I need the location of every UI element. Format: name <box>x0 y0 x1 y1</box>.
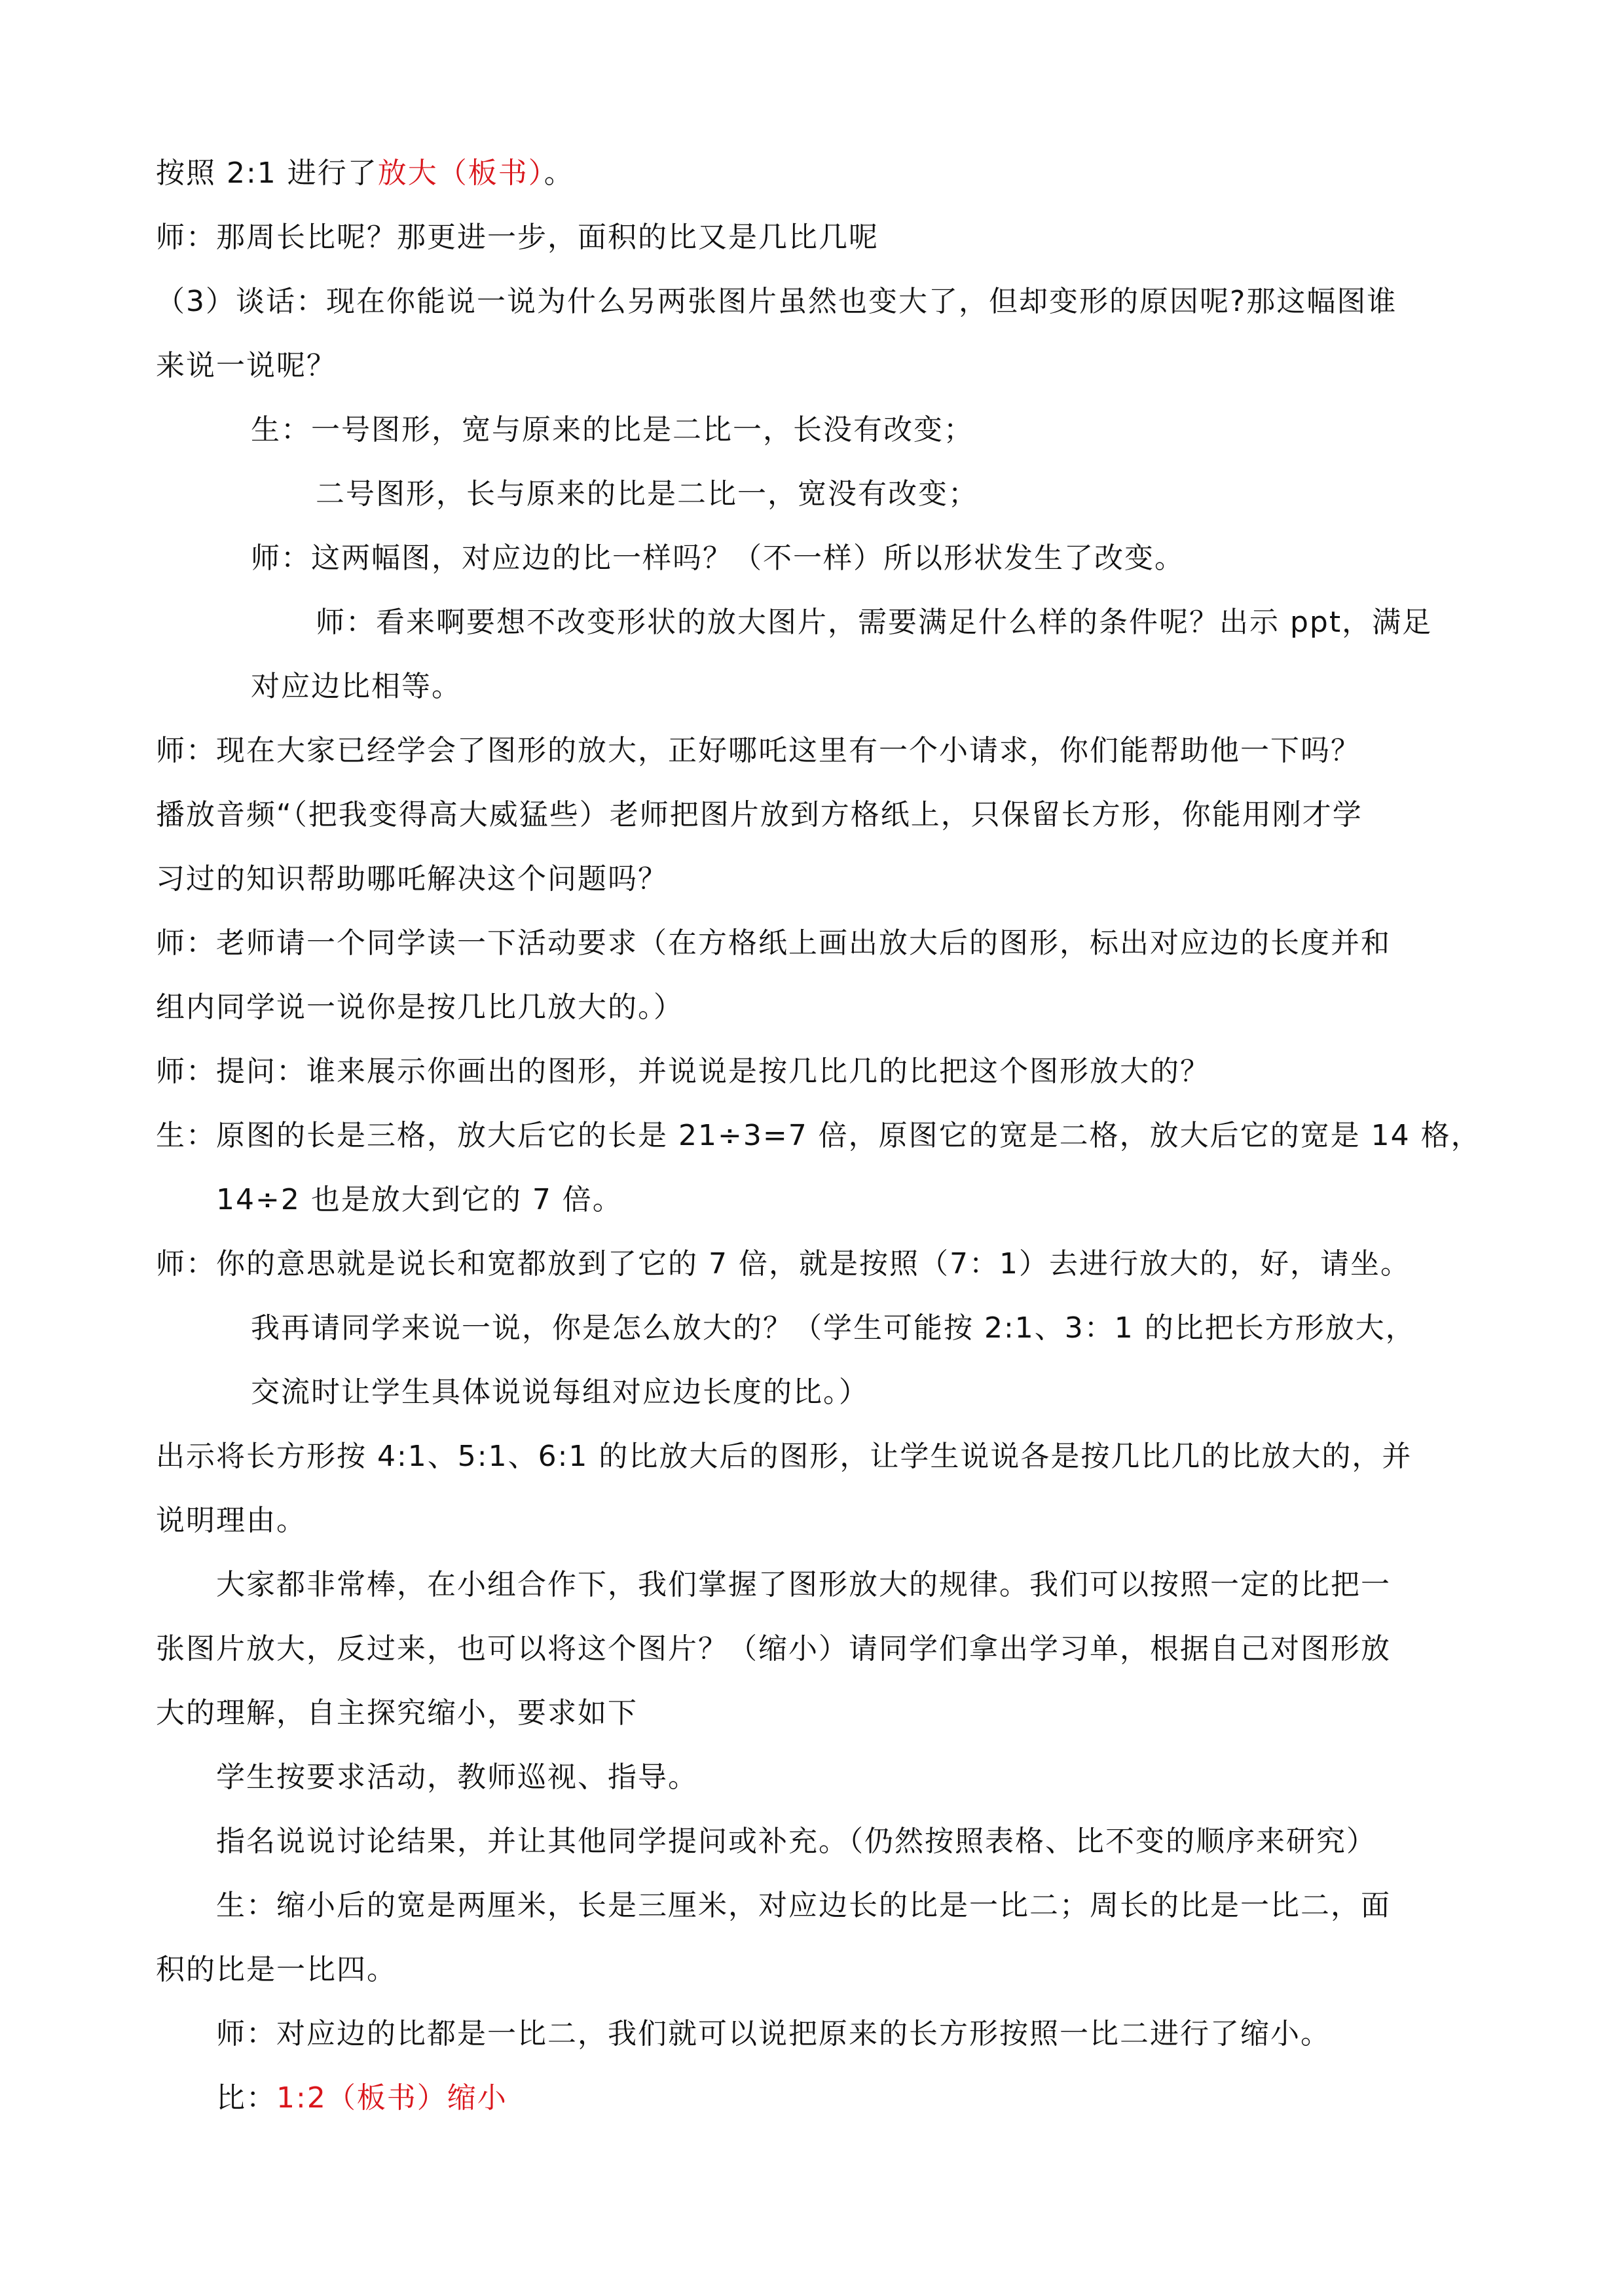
text-line-28: 生：缩小后的宽是两厘米，长是三厘米，对应边长的比是一比二；周长的比是一比二，面 <box>216 1889 1391 1922</box>
text-line-30: 师：对应边的比都是一比二，我们就可以说把原来的长方形按照一比二进行了缩小。 <box>216 2017 1331 2050</box>
text-line-7: 师：这两幅图，对应边的比一样吗？（不一样）所以形状发生了改变。 <box>251 541 1185 575</box>
text-line-21: 出示将长方形按 4:1、5:1、6:1 的比放大后的图形，让学生说说各是按几比几的比放大的，并 <box>156 1440 1412 1473</box>
text-line-16: 生：原图的长是三格，放大后它的长是 21÷3=7 倍，原图它的宽是二格，放大后它的宽是 14 格， <box>156 1119 1481 1152</box>
board-note-shrink: 1:2（板书）缩小 <box>276 2081 507 2115</box>
text-line-23: 大家都非常棒，在小组合作下，我们掌握了图形放大的规律。我们可以按照一定的比把一 <box>216 1568 1391 1601</box>
text-line-24: 张图片放大，反过来，也可以将这个图片？（缩小）请同学们拿出学习单，根据自己对图形放 <box>156 1632 1391 1666</box>
board-note-enlarge: 放大（板书） <box>377 156 544 190</box>
text-line-17: 14÷2 也是放大到它的 7 倍。 <box>216 1183 623 1216</box>
text-line-5: 生：一号图形，宽与原来的比是二比一，长没有改变； <box>251 413 974 446</box>
text-line-1-pre: 按照 2:1 进行了 <box>156 156 378 190</box>
text-line-10: 师：现在大家已经学会了图形的放大，正好哪吒这里有一个小请求，你们能帮助他一下吗？ <box>156 734 1361 767</box>
text-line-13: 师：老师请一个同学读一下活动要求（在方格纸上画出放大后的图形，标出对应边的长度并和 <box>156 926 1391 960</box>
text-line-8: 师：看来啊要想不改变形状的放大图片，需要满足什么样的条件呢？出示 ppt，满足 <box>316 606 1433 639</box>
text-line-22: 说明理由。 <box>156 1504 306 1537</box>
text-line-9: 对应边比相等。 <box>251 670 462 703</box>
text-line-29: 积的比是一比四。 <box>156 1953 397 1986</box>
text-line-31 <box>216 2079 507 2118</box>
text-line-18: 师：你的意思就是说长和宽都放到了它的 7 倍，就是按照（7：1）去进行放大的，好，请坐。 <box>156 1247 1411 1281</box>
text-line-27: 指名说说讨论结果，并让其他同学提问或补充。（仍然按照表格、比不变的顺序来研究） <box>216 1825 1376 1858</box>
text-line-1 <box>156 154 574 193</box>
text-line-4: 来说一说呢？ <box>156 349 337 382</box>
text-line-1-post: 。 <box>544 156 574 190</box>
text-line-3: （3）谈话：现在你能说一说为什么另两张图片虽然也变大了，但却变形的原因呢?那这幅图谁 <box>156 285 1397 318</box>
text-line-11: 播放音频“（把我变得高大威猛些）老师把图片放到方格纸上，只保留长方形，你能用刚才学 <box>156 798 1363 831</box>
text-line-25: 大的理解，自主探究缩小，要求如下 <box>156 1696 638 1730</box>
text-line-6: 二号图形，长与原来的比是二比一，宽没有改变； <box>316 477 978 511</box>
text-line-20: 交流时让学生具体说说每组对应边长度的比。） <box>251 1376 869 1409</box>
text-line-26: 学生按要求活动，教师巡视、指导。 <box>216 1760 698 1794</box>
text-line-19: 我再请同学来说一说，你是怎么放大的？（学生可能按 2:1、3：1 的比把长方形放大， <box>251 1311 1416 1345</box>
text-line-14: 组内同学说一说你是按几比几放大的。） <box>156 991 684 1024</box>
text-line-15: 师：提问：谁来展示你画出的图形，并说说是按几比几的比把这个图形放大的？ <box>156 1055 1210 1088</box>
text-line-2: 师：那周长比呢？那更进一步，面积的比又是几比几呢 <box>156 221 879 254</box>
text-line-12: 习过的知识帮助哪吒解决这个问题吗？ <box>156 862 668 896</box>
text-line-31-pre: 比： <box>216 2081 276 2115</box>
